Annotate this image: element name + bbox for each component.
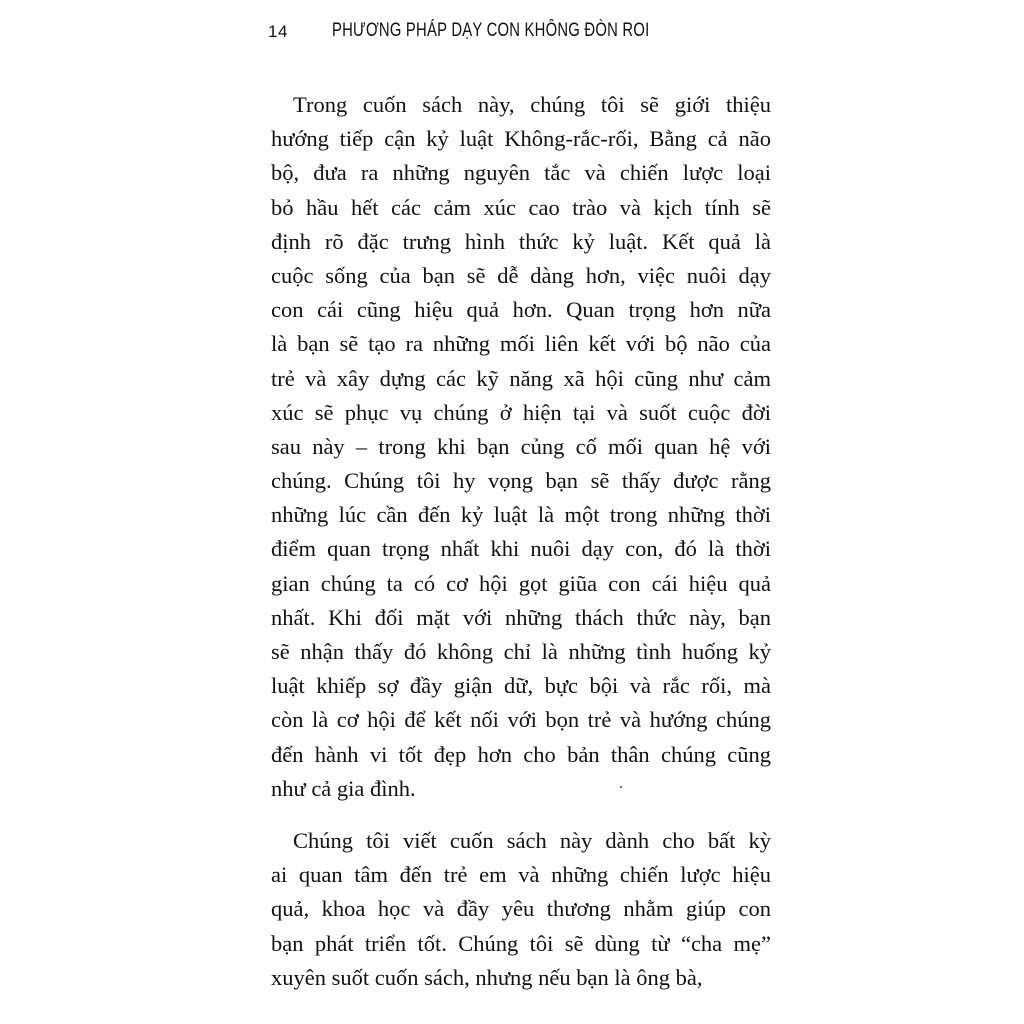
text-line: sau này – trong khi bạn củng cố mối quan hệ với xyxy=(271,433,771,459)
text-line: luật khiếp sợ đầy giận dữ, bực bội và rắc rối, mà xyxy=(271,673,771,699)
text-line: xúc sẽ phục vụ chúng ở hiện tại và suốt cuộc đời xyxy=(271,399,771,425)
running-header xyxy=(268,18,788,48)
paragraph-1 xyxy=(271,88,771,806)
text-line: như cả gia đình. xyxy=(271,775,416,801)
text-line: sẽ nhận thấy đó không chỉ là những tình huống kỷ xyxy=(271,639,771,664)
text-line: cuộc sống của bạn sẽ dễ dàng hơn, việc nuôi dạy xyxy=(271,262,771,288)
text-line: trẻ và xây dựng các kỹ năng xã hội cũng như cảm xyxy=(271,365,771,391)
book-title: PHƯƠNG PHÁP DẠY CON KHÔNG ĐÒN ROI xyxy=(332,20,650,41)
text-line: con cái cũng hiệu quả hơn. Quan trọng hơn nữa xyxy=(271,297,771,323)
text-line: định rõ đặc trưng hình thức kỷ luật. Kết quả là xyxy=(271,228,771,254)
text-line: điểm quan trọng nhất khi nuôi dạy con, đó là thời xyxy=(271,536,771,562)
text-line: Trong cuốn sách này, chúng tôi sẽ giới thiệu xyxy=(293,92,771,117)
text-line: gian chúng ta có cơ hội gọt giũa con cái hiệu quả xyxy=(271,570,771,596)
body-text xyxy=(271,88,771,995)
text-line: những lúc cần đến kỷ luật là một trong những thời xyxy=(271,502,771,528)
text-line: còn là cơ hội để kết nối với bọn trẻ và hướng chúng xyxy=(271,707,771,733)
text-line: nhất. Khi đối mặt với những thách thức này, bạn xyxy=(271,604,771,630)
text-line: ai quan tâm đến trẻ em và những chiến lược hiệu xyxy=(271,862,771,888)
text-line: bộ, đưa ra những nguyên tắc và chiến lược loại xyxy=(271,160,771,186)
text-line: bạn phát triển tốt. Chúng tôi sẽ dùng từ “cha mẹ” xyxy=(271,930,771,956)
text-line: hướng tiếp cận kỷ luật Không-rắc-rối, Bằng cả não xyxy=(271,126,771,152)
text-line: là bạn sẽ tạo ra những mối liên kết với bộ não của xyxy=(271,331,771,357)
paragraph-2 xyxy=(271,824,771,995)
page-number: 14 xyxy=(268,22,288,41)
text-line: quả, khoa học và đầy yêu thương nhằm giúp con xyxy=(271,896,771,922)
text-line: bỏ hầu hết các cảm xúc cao trào và kịch tính sẽ xyxy=(271,194,771,220)
text-line: đến hành vi tốt đẹp hơn cho bản thân chúng cũng xyxy=(271,741,771,767)
print-speck xyxy=(620,786,622,788)
text-line: Chúng tôi viết cuốn sách này dành cho bất kỳ xyxy=(293,827,771,853)
text-line: xuyên suốt cuốn sách, nhưng nếu bạn là ông bà, xyxy=(271,964,703,990)
text-line: chúng. Chúng tôi hy vọng bạn sẽ thấy được rằng xyxy=(271,468,771,494)
